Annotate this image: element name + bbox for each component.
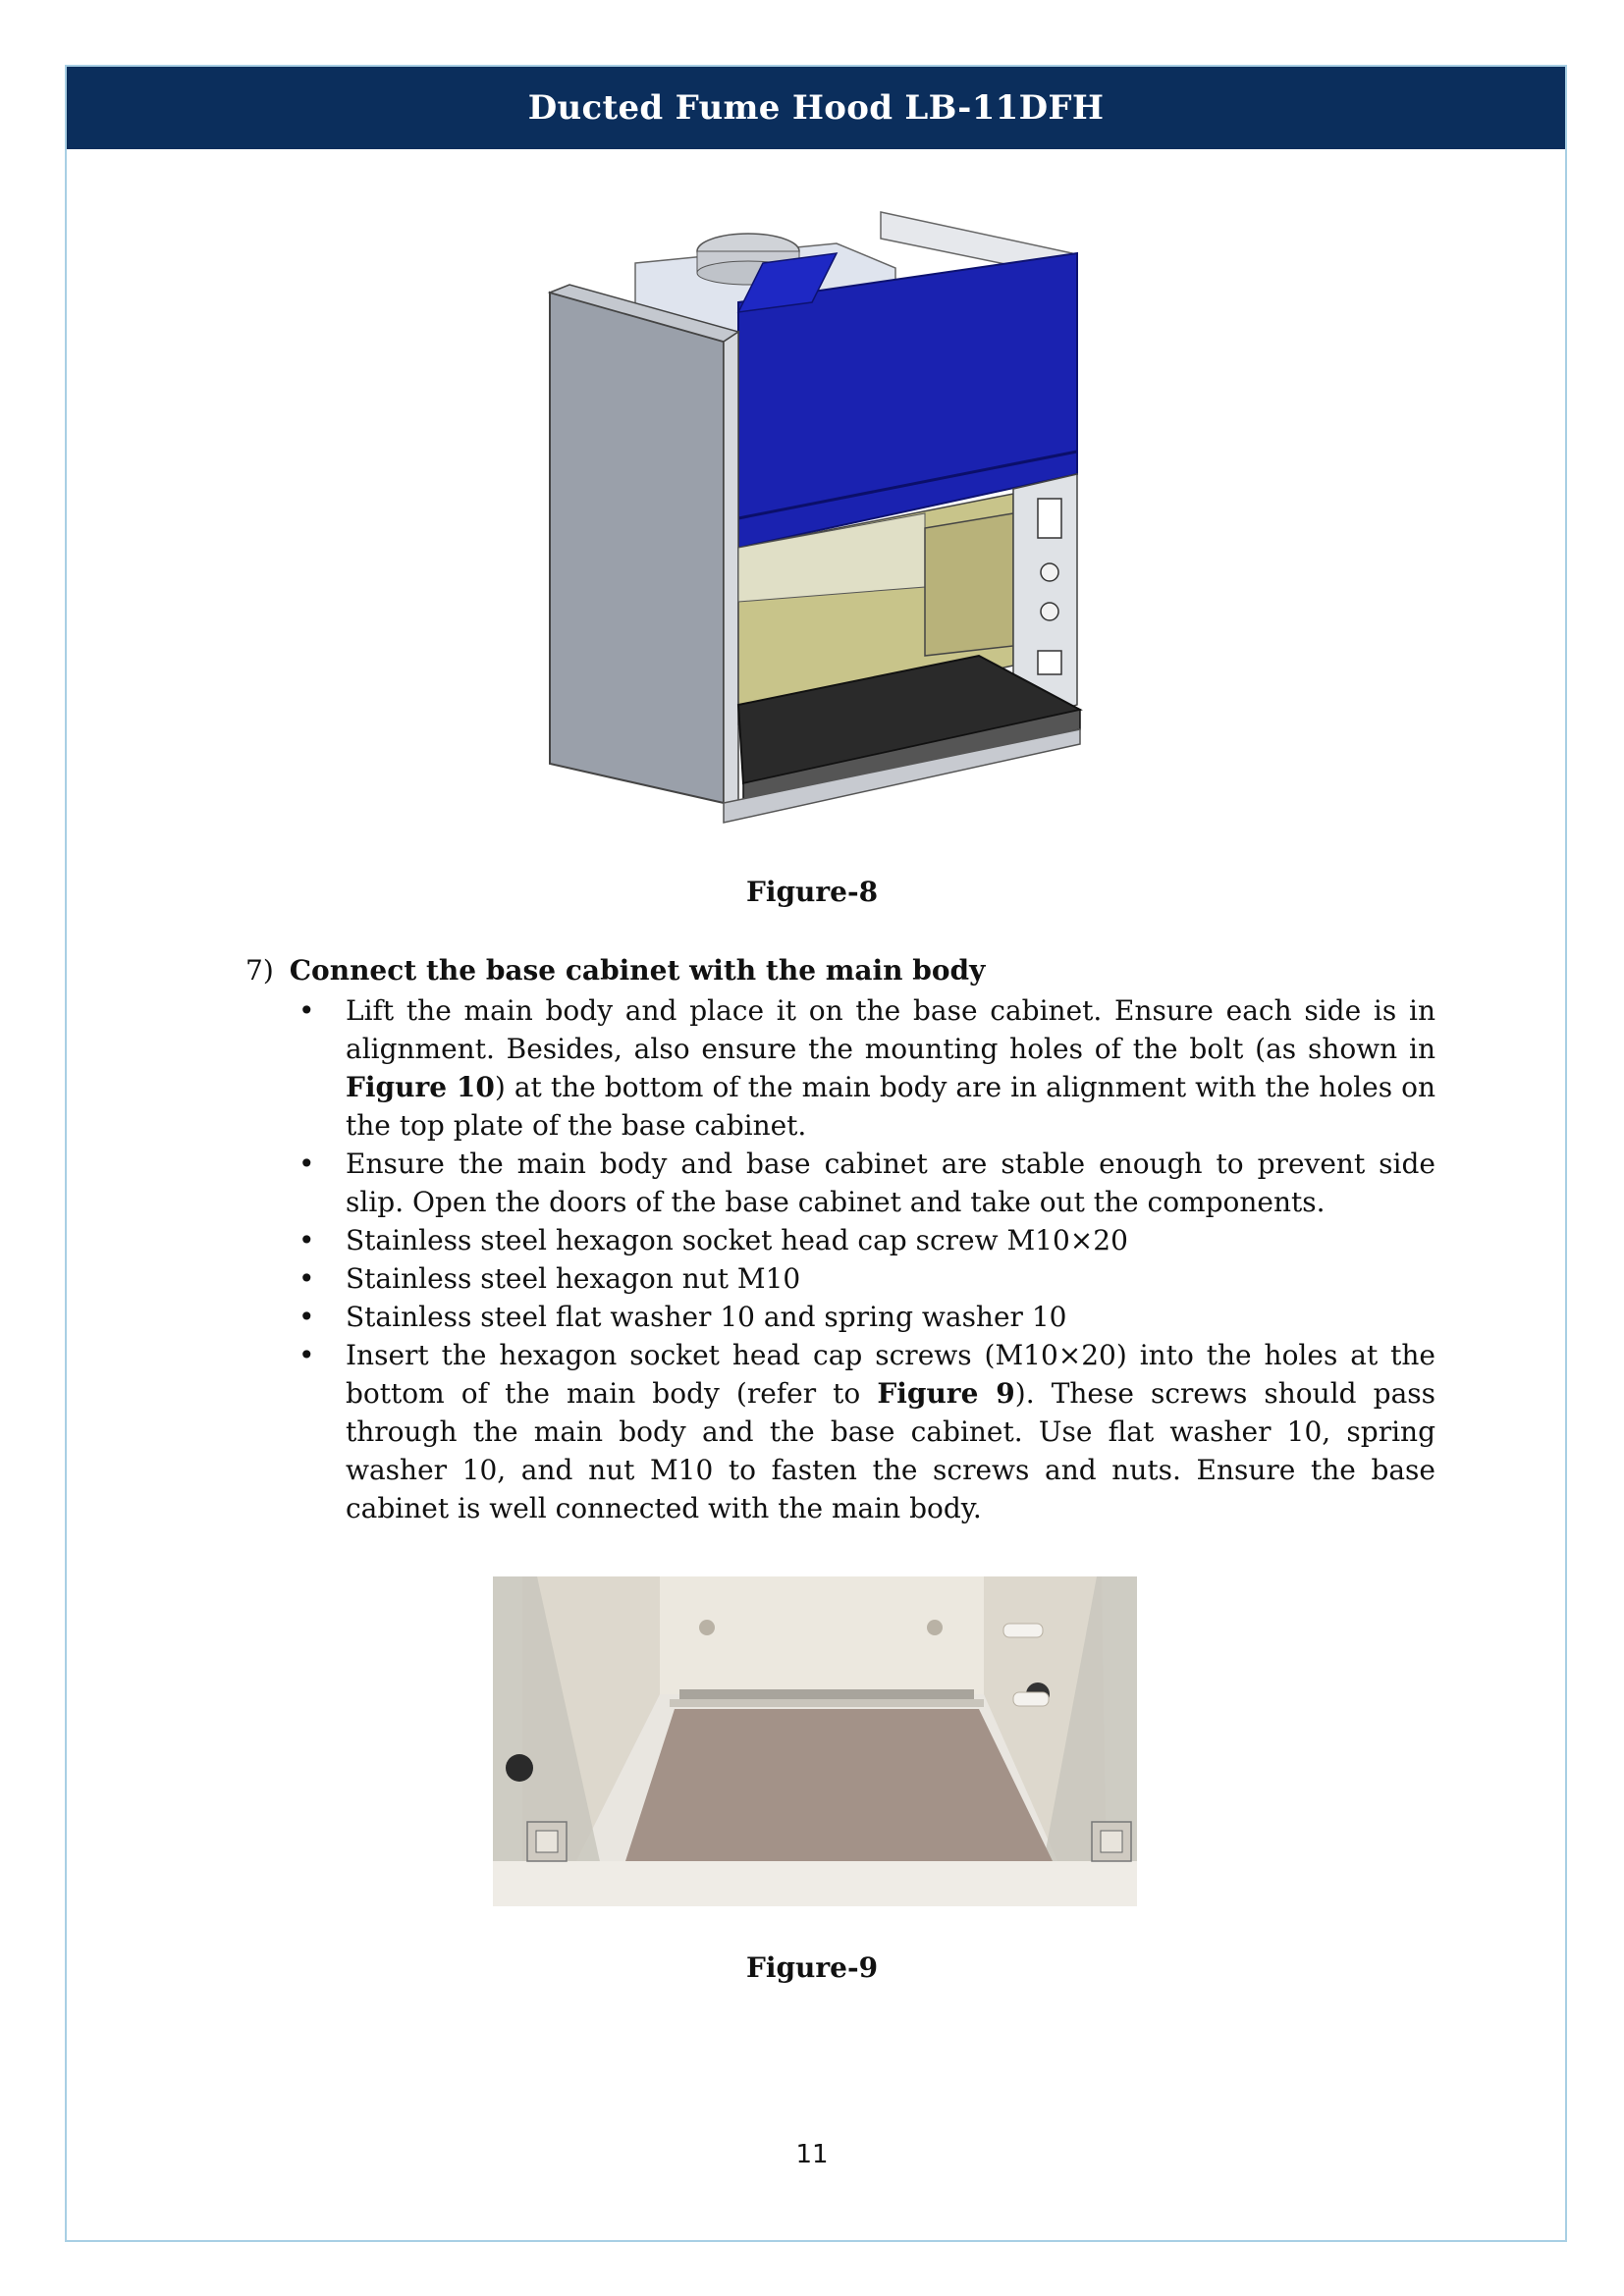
list-item-text: ) at the bottom of the main body are in alignment with the holes on the top plate of the base cabinet. (346, 1071, 1435, 1142)
list-item-text: Stainless steel flat washer 10 and spring washer 10 (346, 1301, 1067, 1333)
step-number: 7) (245, 954, 274, 987)
bullet-icon: • (298, 1301, 315, 1333)
list-item-text: ). These screws should pass through the main body and the base cabinet. Use flat washer 10, spring washer 10, and nut M10 to fasten the screws and nuts. Ensure the base cabinet is well connected with the main body. (346, 1377, 1436, 1524)
list-item (295, 1221, 1435, 1259)
bullet-list (295, 991, 1435, 1527)
list-item-text: Stainless steel hexagon nut M10 (346, 1262, 801, 1295)
figure-reference: Figure 9 (877, 1377, 1015, 1410)
list-item-text: Stainless steel hexagon socket head cap screw M10×20 (346, 1224, 1128, 1256)
figure-9-caption: Figure-9 (745, 1951, 879, 1984)
bullet-icon: • (298, 1224, 315, 1256)
list-item (295, 1336, 1435, 1527)
list-item (295, 1145, 1435, 1221)
bullet-icon: • (298, 994, 315, 1027)
step-title: Connect the base cabinet with the main body (289, 954, 986, 987)
figure-8-image (542, 194, 1088, 832)
list-item (295, 991, 1435, 1145)
header-bar (67, 67, 1565, 149)
bullet-icon: • (298, 1148, 315, 1180)
list-item-text: Lift the main body and place it on the base cabinet. Ensure each side is in alignment. Besides, also ensure the mounting holes of the bolt (as shown in (346, 994, 1435, 1065)
list-item-text: Insert the hexagon socket head cap screws (M10×20) into the holes at the bottom of the main body (refer to (346, 1339, 1435, 1410)
figure-8-caption: Figure-8 (745, 876, 879, 908)
step-heading (245, 954, 985, 987)
list-item (295, 1259, 1435, 1298)
figure-reference: Figure 10 (346, 1071, 495, 1103)
list-item-text: Ensure the main body and base cabinet are stable enough to prevent side slip. Open the doors of the base cabinet and take out the components. (346, 1148, 1435, 1218)
bullet-icon: • (298, 1262, 315, 1295)
document-title: Ducted Fume Hood LB-11DFH (527, 88, 1105, 128)
figure-9-image (493, 1576, 1137, 1906)
list-item (295, 1298, 1435, 1336)
bullet-icon: • (298, 1339, 315, 1371)
page-number: 11 (795, 2140, 829, 2169)
